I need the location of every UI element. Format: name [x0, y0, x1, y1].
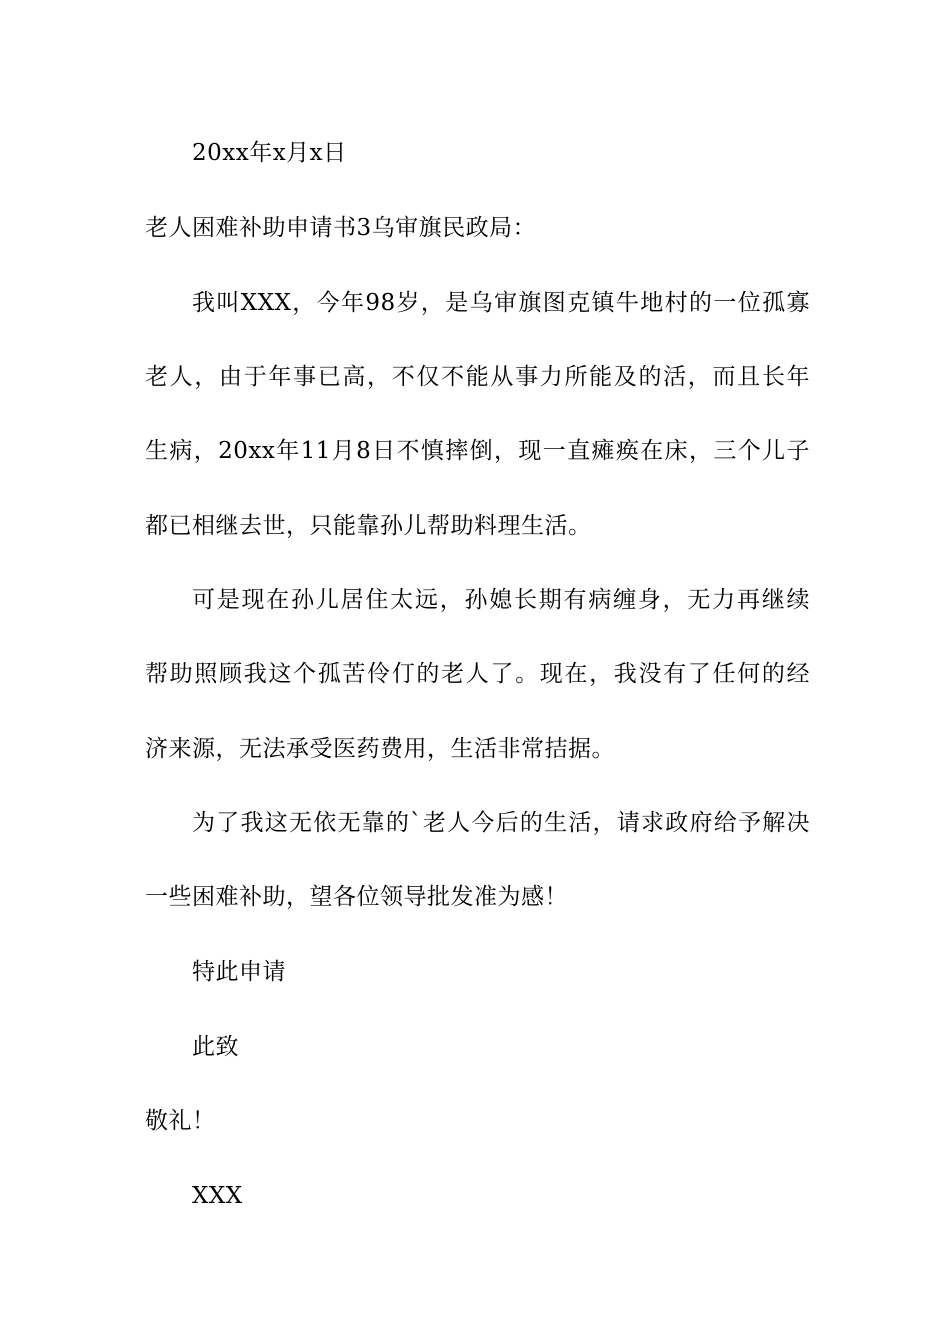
closing-regards: 此致: [192, 1034, 239, 1060]
paragraph-1-line-1: 我叫XXX，今年98岁，是乌审旗图克镇牛地村的一位孤寡: [192, 290, 810, 316]
paragraph-3-line-1: 为了我这无依无靠的`老人今后的生活，请求政府给予解决: [192, 810, 810, 836]
paragraph-2-line-3: 济来源，无法承受医药费用，生活非常拮据。: [145, 736, 615, 762]
closing-salute: 敬礼！: [145, 1108, 216, 1134]
closing-request: 特此申请: [192, 959, 286, 985]
paragraph-1-line-2: 老人，由于年事已高，不仅不能从事力所能及的活，而且长年: [145, 364, 810, 390]
paragraph-1-line-3: 生病，20xx年11月8日不慎摔倒，现一直瘫痪在床，三个儿子: [145, 438, 810, 464]
signature: XXX: [192, 1183, 243, 1209]
paragraph-2-line-2: 帮助照顾我这个孤苦伶仃的老人了。现在，我没有了任何的经: [145, 661, 810, 687]
paragraph-2-line-1: 可是现在孙儿居住太远，孙媳长期有病缠身，无力再继续: [192, 587, 810, 613]
document-title-line: 老人困难补助申请书3乌审旗民政局：: [145, 215, 537, 241]
paragraph-3-line-2: 一些困难补助，望各位领导批发准为感！: [145, 884, 568, 910]
document-date: 20xx年x月x日: [192, 140, 347, 166]
paragraph-1-line-4: 都已相继去世，只能靠孙儿帮助料理生活。: [145, 513, 592, 539]
